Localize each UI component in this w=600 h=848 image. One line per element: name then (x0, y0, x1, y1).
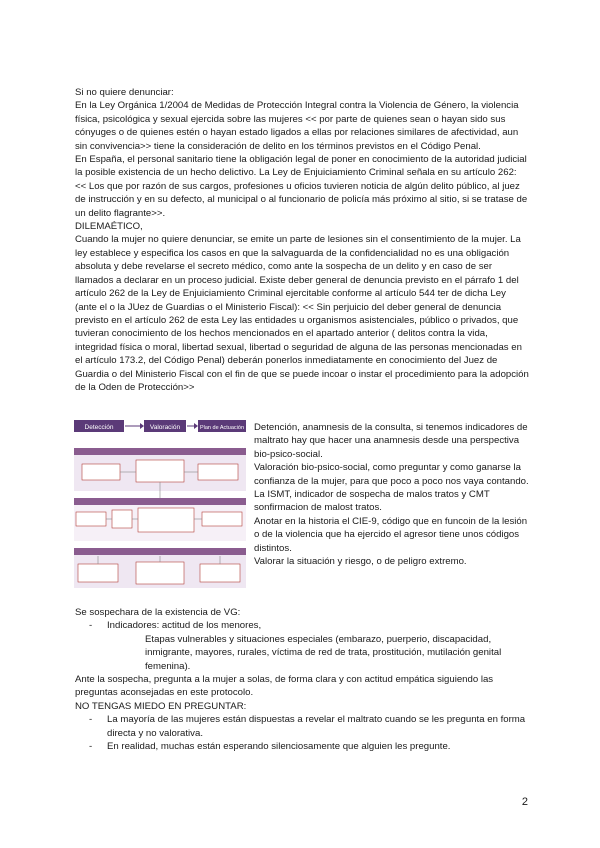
flow-box-a (82, 464, 120, 480)
suspicion-section (75, 606, 530, 753)
paragraph-valoracion: Valoración bio-psico-social, como preguntar y como ganarse la confianza de la mujer, para que poco a poco nos vaya contando. (254, 462, 529, 487)
section-one-header (74, 448, 246, 455)
paragraph-sospecha: Se sospechara de la existencia de VG: (75, 607, 241, 618)
flow-box-d (76, 512, 106, 526)
paragraph-ismt: La ISMT, indicador de sospecha de malos tratos y CMT sonfirmacion de malost tratos. (254, 489, 490, 514)
paragraph-no-denunciar: Si no quiere denunciar: (75, 87, 174, 98)
section-three-header (74, 548, 246, 555)
flow-box-i (136, 562, 184, 584)
page-number: 2 (521, 796, 528, 808)
list-dash: - (89, 620, 93, 632)
flow-box-c (198, 464, 238, 480)
paragraph-etapas-vulnerables: Etapas vulnerables y situaciones especiales (embarazo, puerperio, discapacidad, inmigrante, mayores, rurales, víctima de red de trata, prostitución, mutilación genital femenina). (145, 633, 502, 672)
flow-box-g (202, 512, 242, 526)
paragraph-dilema-etico: DILEMAÉTICO, (75, 221, 143, 233)
paragraph-cie9: Anotar en la historia el CIE-9, código que en funcoin de la lesión o de la violencia que ha ejercido el agresor tiene unos códigos distintos. (254, 515, 528, 554)
list-item-mayoria: - La mayoría de las mujeres están dispuestas a revelar el maltrato cuando se les pregunta en forma directa y no valorativa. (89, 714, 526, 739)
flowchart-graphic (74, 418, 246, 590)
tab-valoracion-label: Valoración (149, 424, 181, 431)
paragraph-no-miedo: NO TENGAS MIEDO EN PREGUNTAR: (75, 700, 247, 712)
section-two-header (74, 498, 246, 505)
paragraph-no-quiere-denunciar: Cuando la mujer no quiere denunciar, se emite un parte de lesiones sin el consentimiento de la mujer. La ley establece y especifica los casos en que la salvaguarda de la confidencialidad no es una obligación absoluta y debe revelarse el secreto médico, como ante la sospecha de un delito y en caso de ser llamados a declarar en un proceso judicial. Existe deber general de denuncia previsto en el párrafo 1 del artículo 262 de la Ley de Enjuiciamiento Criminal ejercitable conforme al artículo 544 ter de dicha Ley (ante el o la JUez de Guardias o el Ministerio Fiscal): << Sin perjuicio del deber general de denuncia previsto en el artículo 262 de esta Ley las entidades u organismos asistenciales, público o privados, que tuvieran conocimiento de los hechos mencionados en el apartado anterior ( delitos contra la vida, integridad física o moral, libertad sexual, libertad o seguridad de alguna de las personas mencionadas en el artículo 173.2, del Código Penal) deberán ponerlos inmediatamente en conocimiento del Juez de Guardia o del Ministerio Fiscal con el fin de que se puede incoar o instar el procedimiento para la adopción de la Oden de Protección>> (75, 234, 529, 393)
tab-deteccion-label: Detección (84, 424, 114, 431)
paragraph-ley-organica: En la Ley Orgánica 1/2004 de Medidas de Protección Integral contra la Violencia de Género, la violencia física, psicológica y sexual ejercida sobre las mujeres << por parte de quienes sean o hayan sido sus cónyuges o de quienes estén o hayan estado ligados a ellas por relaciones similares de afectividad, aun sin convivencia>> tiene la consideración de delito en los términos previstos en el Código Penal. (75, 100, 519, 152)
flowchart-explanation (254, 421, 534, 568)
intro-section (75, 86, 530, 394)
paragraph-deteccion: Detención, anamnesis de la consulta, si tenemos indicadores de maltrato hay que hacer una anamnesis desde una perspectiva bio-psico-social. (254, 422, 528, 460)
list-item-esperando: - En realidad, muchas están esperando silenciosamente que alguien les pregunte. (89, 741, 451, 753)
paragraph-riesgo: Valorar la situación y riesgo, o de peligro extremo. (254, 556, 467, 568)
list-dash: - (89, 714, 93, 726)
paragraph-ante-sospecha: Ante la sospecha, pregunta a la mujer a solas, de forma clara y con actitud empática siguiendo las preguntas aconsejadas en este protocolo. (75, 674, 494, 699)
tab-plan-actuacion-label: Plan de Actuación (199, 425, 245, 431)
flow-box-f (138, 508, 194, 532)
flow-box-j (200, 564, 240, 582)
flow-box-e (112, 510, 132, 528)
paragraph-personal-sanitario: En España, el personal sanitario tiene la obligación legal de poner en conocimiento de la autoridad judicial la posible existencia de un hecho delictivo. La Ley de Enjuiciamiento Criminal señala en su artículo 262: << Los que por razón de sus cargos, profesiones u oficios tuvieren noticia de algún delito público, al juez de instrucción y en su defecto, al municipal o al funcionario de policía más próximo al sitio, si se tratase de un delito flagrante>>. (75, 154, 528, 219)
list-dash: - (89, 741, 93, 753)
flow-box-b (136, 460, 184, 482)
protocol-flowchart (74, 418, 246, 590)
list-item-indicadores: - Indicadores: actitud de los menores, (89, 620, 262, 632)
flow-box-h (78, 564, 118, 582)
